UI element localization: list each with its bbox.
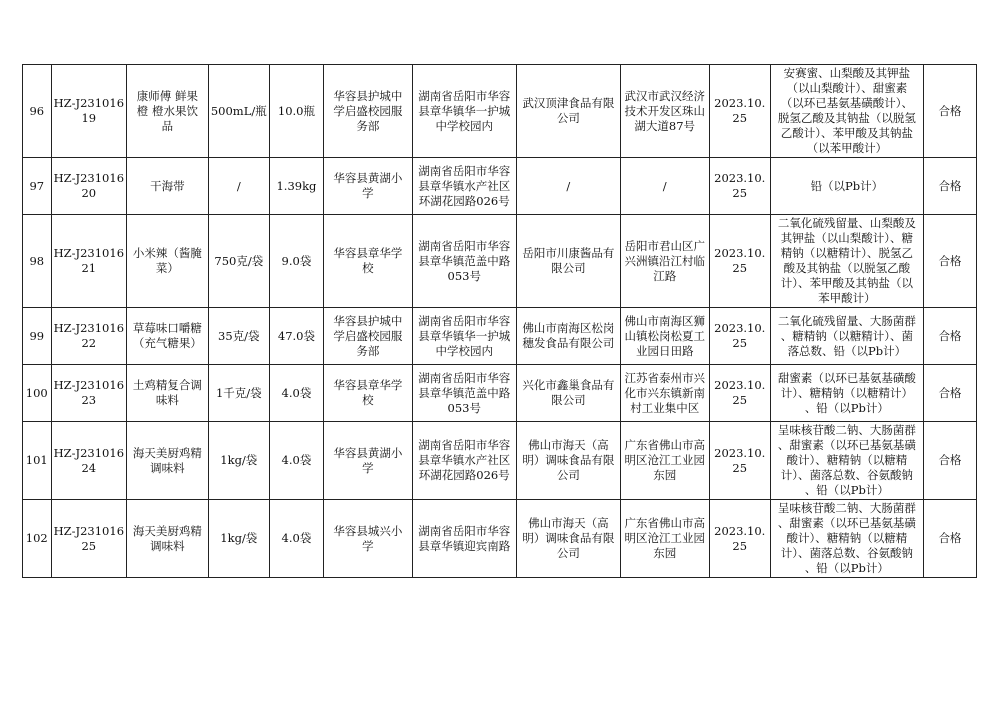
inspection-items: 呈味核苷酸二钠、大肠菌群 、甜蜜素（以环已基氨基磺 酸计）、糖精钠（以糖精 计）、菌落总数、谷氨酸钠 、铅（以Pb计） [770, 422, 923, 500]
sample-id: HZ-J23101619 [51, 65, 127, 158]
manufacturer-address: 岳阳市君山区广 兴洲镇沿江村临 江路 [620, 215, 709, 308]
sampled-unit: 华容县章华学 校 [323, 215, 412, 308]
sample-name: 康师傅 鲜果 橙 橙水果饮 品 [127, 65, 209, 158]
sample-spec: 750克/袋 [208, 215, 269, 308]
inspection-result: 合格 [923, 308, 976, 365]
inspection-result: 合格 [923, 500, 976, 578]
row-number: 97 [23, 158, 52, 215]
table-row [23, 422, 977, 500]
table-row [23, 65, 977, 158]
manufacturer: 佛山市海天（高 明）调味食品有限 公司 [516, 500, 620, 578]
sample-name: 海天美厨鸡精 调味料 [127, 422, 209, 500]
sampling-date: 2023.10.25 [709, 500, 770, 578]
sample-spec: 1千克/袋 [208, 365, 269, 422]
sampled-unit: 华容县章华学 校 [323, 365, 412, 422]
sample-name: 草莓味口嚼糖 （充气糖果） [127, 308, 209, 365]
sampling-date: 2023.10.25 [709, 365, 770, 422]
row-number: 101 [23, 422, 52, 500]
inspection-result: 合格 [923, 215, 976, 308]
manufacturer-address: 江苏省泰州市兴 化市兴东镇新南 村工业集中区 [620, 365, 709, 422]
sample-quantity: 9.0袋 [269, 215, 323, 308]
inspection-result: 合格 [923, 158, 976, 215]
table-row [23, 500, 977, 578]
inspection-items: 安赛蜜、山梨酸及其钾盐 （以山梨酸计）、甜蜜素 （以环已基氨基磺酸计）、 脱氢乙酸及其钠盐（以脱氢 乙酸计）、苯甲酸及其钠盐 （以苯甲酸计） [770, 65, 923, 158]
sampled-unit-address: 湖南省岳阳市华容 县章华镇华一护城 中学校园内 [412, 308, 516, 365]
table-row [23, 215, 977, 308]
sample-name: 土鸡精复合调 味料 [127, 365, 209, 422]
sampled-unit-address: 湖南省岳阳市华容 县章华镇范盖中路 053号 [412, 365, 516, 422]
table-body [23, 65, 977, 578]
manufacturer-address: 广东省佛山市高 明区沧江工业园 东园 [620, 500, 709, 578]
sampled-unit: 华容县黄湖小 学 [323, 158, 412, 215]
sampling-date: 2023.10.25 [709, 308, 770, 365]
sample-spec: 1kg/袋 [208, 500, 269, 578]
inspection-results-table [22, 64, 977, 578]
row-number: 96 [23, 65, 52, 158]
row-number: 99 [23, 308, 52, 365]
manufacturer-address: 广东省佛山市高 明区沧江工业园 东园 [620, 422, 709, 500]
sampled-unit: 华容县护城中 学启盛校园服 务部 [323, 308, 412, 365]
inspection-result: 合格 [923, 422, 976, 500]
sample-spec: / [208, 158, 269, 215]
row-number: 102 [23, 500, 52, 578]
manufacturer: 佛山市海天（高 明）调味食品有限 公司 [516, 422, 620, 500]
sample-spec: 1kg/袋 [208, 422, 269, 500]
table-row [23, 308, 977, 365]
manufacturer-address: 佛山市南海区狮 山镇松岗松夏工 业园日田路 [620, 308, 709, 365]
manufacturer: / [516, 158, 620, 215]
sampling-date: 2023.10.25 [709, 215, 770, 308]
sample-quantity: 10.0瓶 [269, 65, 323, 158]
sampling-date: 2023.10.25 [709, 422, 770, 500]
sample-id: HZ-J23101620 [51, 158, 127, 215]
table-row [23, 158, 977, 215]
sample-quantity: 4.0袋 [269, 422, 323, 500]
sample-spec: 35克/袋 [208, 308, 269, 365]
sample-id: HZ-J23101623 [51, 365, 127, 422]
sampled-unit-address: 湖南省岳阳市华容 县章华镇水产社区 环湖花园路026号 [412, 158, 516, 215]
sampled-unit: 华容县城兴小 学 [323, 500, 412, 578]
row-number: 98 [23, 215, 52, 308]
sample-id: HZ-J23101621 [51, 215, 127, 308]
sampled-unit-address: 湖南省岳阳市华容 县章华镇华一护城 中学校园内 [412, 65, 516, 158]
sample-id: HZ-J23101624 [51, 422, 127, 500]
sampled-unit-address: 湖南省岳阳市华容 县章华镇迎宾南路 [412, 500, 516, 578]
sample-id: HZ-J23101625 [51, 500, 127, 578]
inspection-items: 二氧化硫残留量、大肠菌群 、糖精钠（以糖精计）、菌 落总数、铅（以Pb计） [770, 308, 923, 365]
sample-quantity: 47.0袋 [269, 308, 323, 365]
inspection-result: 合格 [923, 365, 976, 422]
row-number: 100 [23, 365, 52, 422]
sample-spec: 500mL/瓶 [208, 65, 269, 158]
sampled-unit-address: 湖南省岳阳市华容 县章华镇水产社区 环湖花园路026号 [412, 422, 516, 500]
sampled-unit-address: 湖南省岳阳市华容 县章华镇范盖中路 053号 [412, 215, 516, 308]
sampled-unit: 华容县护城中 学启盛校园服 务部 [323, 65, 412, 158]
manufacturer-address: / [620, 158, 709, 215]
sample-name: 干海带 [127, 158, 209, 215]
sample-quantity: 4.0袋 [269, 500, 323, 578]
sample-quantity: 1.39kg [269, 158, 323, 215]
sampled-unit: 华容县黄湖小 学 [323, 422, 412, 500]
inspection-items: 二氧化硫残留量、山梨酸及 其钾盐（以山梨酸计）、糖 精钠（以糖精计）、脱氢乙 酸及其钠盐（以脱氢乙酸 计）、苯甲酸及其钠盐（以 苯甲酸计） [770, 215, 923, 308]
manufacturer: 岳阳市川康酱品有 限公司 [516, 215, 620, 308]
manufacturer-address: 武汉市武汉经济 技术开发区珠山 湖大道87号 [620, 65, 709, 158]
inspection-items: 铅（以Pb计） [770, 158, 923, 215]
sample-quantity: 4.0袋 [269, 365, 323, 422]
manufacturer: 武汉顶津食品有限 公司 [516, 65, 620, 158]
sample-name: 小米辣（酱腌 菜） [127, 215, 209, 308]
manufacturer: 佛山市南海区松岗 穗发食品有限公司 [516, 308, 620, 365]
inspection-result: 合格 [923, 65, 976, 158]
sample-id: HZ-J23101622 [51, 308, 127, 365]
inspection-items: 甜蜜素（以环已基氨基磺酸 计）、糖精钠（以糖精计） 、铅（以Pb计） [770, 365, 923, 422]
manufacturer: 兴化市鑫巢食品有 限公司 [516, 365, 620, 422]
inspection-items: 呈味核苷酸二钠、大肠菌群 、甜蜜素（以环已基氨基磺 酸计）、糖精钠（以糖精 计）、菌落总数、谷氨酸钠 、铅（以Pb计） [770, 500, 923, 578]
table-row [23, 365, 977, 422]
sampling-date: 2023.10.25 [709, 158, 770, 215]
sampling-date: 2023.10.25 [709, 65, 770, 158]
sample-name: 海天美厨鸡精 调味料 [127, 500, 209, 578]
